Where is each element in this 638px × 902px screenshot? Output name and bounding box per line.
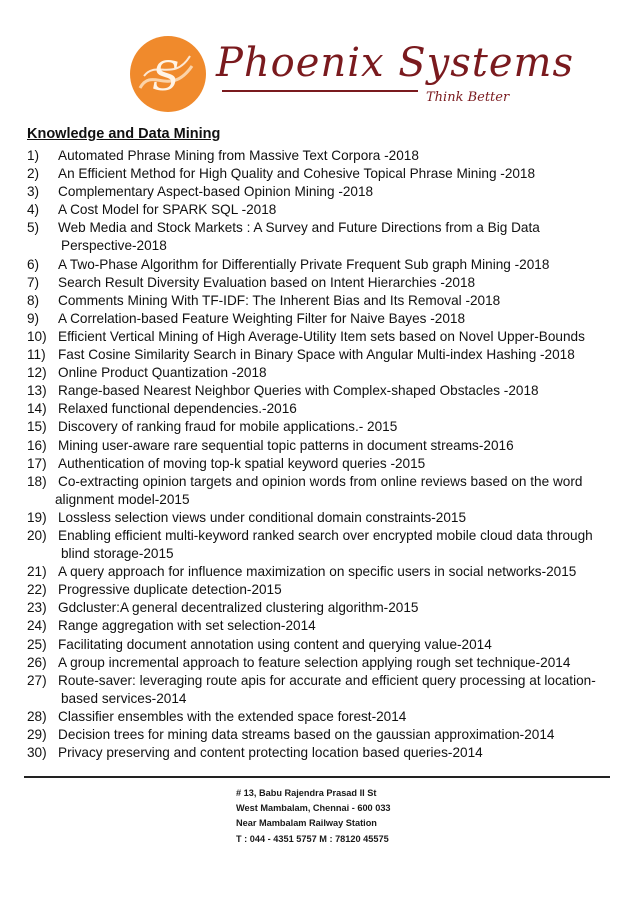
paper-title: A Two-Phase Algorithm for Differentially Private Frequent Sub graph Mining -2018 <box>58 256 550 272</box>
paper-item <box>27 183 613 201</box>
paper-item <box>27 400 613 418</box>
footer-address <box>236 786 391 847</box>
paper-title: A Cost Model for SPARK SQL -2018 <box>58 202 277 218</box>
paper-title-continuation: blind storage-2015 <box>61 546 174 562</box>
paper-number: 6) <box>27 256 40 272</box>
paper-item <box>27 274 613 292</box>
svg-text:S: S <box>152 54 180 100</box>
paper-item <box>27 473 613 509</box>
paper-number: 11) <box>27 347 46 363</box>
paper-item <box>27 455 613 473</box>
paper-title: A query approach for influence maximization on specific users in social networks-2015 <box>58 564 577 580</box>
paper-item <box>27 437 613 455</box>
paper-title: A group incremental approach to feature selection applying rough set technique-2014 <box>58 654 571 670</box>
logo-wordmark: Phoenix Systems <box>216 40 574 86</box>
paper-item <box>27 418 613 436</box>
paper-number: 23) <box>27 600 47 616</box>
paper-number: 2) <box>27 166 40 182</box>
paper-number: 13) <box>27 383 47 399</box>
paper-number: 16) <box>27 437 47 453</box>
paper-title: Decision trees for mining data streams based on the gaussian approximation-2014 <box>58 727 555 742</box>
paper-item <box>27 165 613 183</box>
paper-number: 24) <box>27 618 47 634</box>
paper-title: Facilitating document annotation using content and querying value-2014 <box>58 636 492 652</box>
paper-title: Efficient Vertical Mining of High Average-Utility Item sets based on Novel Upper-Bounds <box>58 328 585 344</box>
paper-number: 21) <box>27 564 47 580</box>
paper-title: Relaxed functional dependencies.-2016 <box>58 401 297 417</box>
paper-item <box>27 654 613 672</box>
paper-title: Discovery of ranking fraud for mobile applications.- 2015 <box>58 419 398 435</box>
paper-number: 18) <box>27 473 47 489</box>
paper-title: Authentication of moving top-k spatial keyword queries -2015 <box>58 455 426 471</box>
paper-item <box>27 201 613 219</box>
paper-title: Range aggregation with set selection-2014 <box>58 618 316 634</box>
section-title: Knowledge and Data Mining <box>27 126 221 142</box>
paper-number: 15) <box>27 419 47 435</box>
paper-item <box>27 617 613 635</box>
logo-underline <box>222 90 418 92</box>
paper-title: Mining user-aware rare sequential topic patterns in document streams-2016 <box>58 437 514 453</box>
paper-title: Online Product Quantization -2018 <box>58 365 267 381</box>
paper-title: Fast Cosine Similarity Search in Binary Space with Angular Multi-index Hashing -2018 <box>58 347 575 363</box>
paper-number: 29) <box>27 727 47 742</box>
paper-number: 28) <box>27 708 47 724</box>
paper-number: 26) <box>27 654 47 670</box>
paper-number: 22) <box>27 582 47 598</box>
paper-number: 25) <box>27 636 47 652</box>
paper-item <box>27 382 613 400</box>
address-line: Near Mambalam Railway Station <box>236 818 377 829</box>
paper-number: 7) <box>27 274 40 290</box>
paper-number: 19) <box>27 509 47 525</box>
paper-item <box>27 509 613 527</box>
paper-number: 9) <box>27 310 40 326</box>
paper-title: Automated Phrase Mining from Massive Text Corpora -2018 <box>58 148 419 163</box>
paper-item <box>27 256 613 274</box>
paper-item <box>27 219 613 255</box>
paper-item <box>27 599 613 617</box>
paper-title: Complementary Aspect-based Opinion Mining -2018 <box>58 184 374 200</box>
paper-title: Progressive duplicate detection-2015 <box>58 582 282 598</box>
paper-title: Lossless selection views under conditional domain constraints-2015 <box>58 509 467 525</box>
company-logo <box>130 36 574 118</box>
paper-number: 1) <box>27 148 40 163</box>
paper-number: 30) <box>27 745 47 761</box>
paper-number: 20) <box>27 527 47 543</box>
paper-title: Route-saver: leveraging route apis for accurate and efficient query processing at location- <box>58 672 596 688</box>
paper-item <box>27 310 613 328</box>
paper-title: Gdcluster:A general decentralized clustering algorithm-2015 <box>58 600 419 616</box>
paper-title: Search Result Diversity Evaluation based on Intent Hierarchies -2018 <box>58 274 476 290</box>
paper-item <box>27 364 613 382</box>
logo-tagline: Think Better <box>426 90 510 105</box>
paper-item <box>27 726 613 744</box>
paper-number: 17) <box>27 455 47 471</box>
paper-item <box>27 636 613 654</box>
address-line: West Mambalam, Chennai - 600 033 <box>236 803 391 814</box>
paper-item <box>27 346 613 364</box>
paper-title: A Correlation-based Feature Weighting Filter for Naive Bayes -2018 <box>58 310 466 326</box>
paper-title: Privacy preserving and content protecting location based queries-2014 <box>58 745 483 761</box>
paper-number: 4) <box>27 202 40 218</box>
paper-title-continuation: Perspective-2018 <box>61 238 167 254</box>
logo-emblem-icon <box>130 36 206 112</box>
paper-item <box>27 527 613 563</box>
paper-title: Enabling efficient multi-keyword ranked search over encrypted mobile cloud data through <box>58 527 593 543</box>
paper-title-continuation: alignment model-2015 <box>55 491 190 507</box>
paper-title: Co-extracting opinion targets and opinion words from online reviews based on the word <box>58 473 583 489</box>
paper-item <box>27 292 613 310</box>
paper-item <box>27 147 613 165</box>
paper-number: 27) <box>27 672 47 688</box>
paper-number: 3) <box>27 184 40 200</box>
paper-number: 14) <box>27 401 47 417</box>
paper-item <box>27 744 613 762</box>
paper-item <box>27 581 613 599</box>
paper-item <box>27 563 613 581</box>
paper-item <box>27 708 613 726</box>
paper-item <box>27 328 613 346</box>
address-line: # 13, Babu Rajendra Prasad II St <box>236 788 377 798</box>
paper-number: 12) <box>27 365 47 381</box>
paper-list <box>27 147 613 762</box>
paper-number: 10) <box>27 328 47 344</box>
paper-title-continuation: based services-2014 <box>61 690 187 706</box>
paper-title: Classifier ensembles with the extended space forest-2014 <box>58 708 407 724</box>
paper-title: Web Media and Stock Markets : A Survey and Future Directions from a Big Data <box>58 220 540 236</box>
paper-number: 8) <box>27 292 40 308</box>
address-line: T : 044 - 4351 5757 M : 78120 45575 <box>236 833 389 844</box>
paper-title: An Efficient Method for High Quality and Cohesive Topical Phrase Mining -2018 <box>58 166 536 182</box>
paper-item <box>27 672 613 708</box>
paper-number: 5) <box>27 220 40 236</box>
paper-title: Comments Mining With TF-IDF: The Inherent Bias and Its Removal -2018 <box>58 292 501 308</box>
paper-title: Range-based Nearest Neighbor Queries with Complex-shaped Obstacles -2018 <box>58 383 539 399</box>
footer-divider <box>24 776 610 778</box>
